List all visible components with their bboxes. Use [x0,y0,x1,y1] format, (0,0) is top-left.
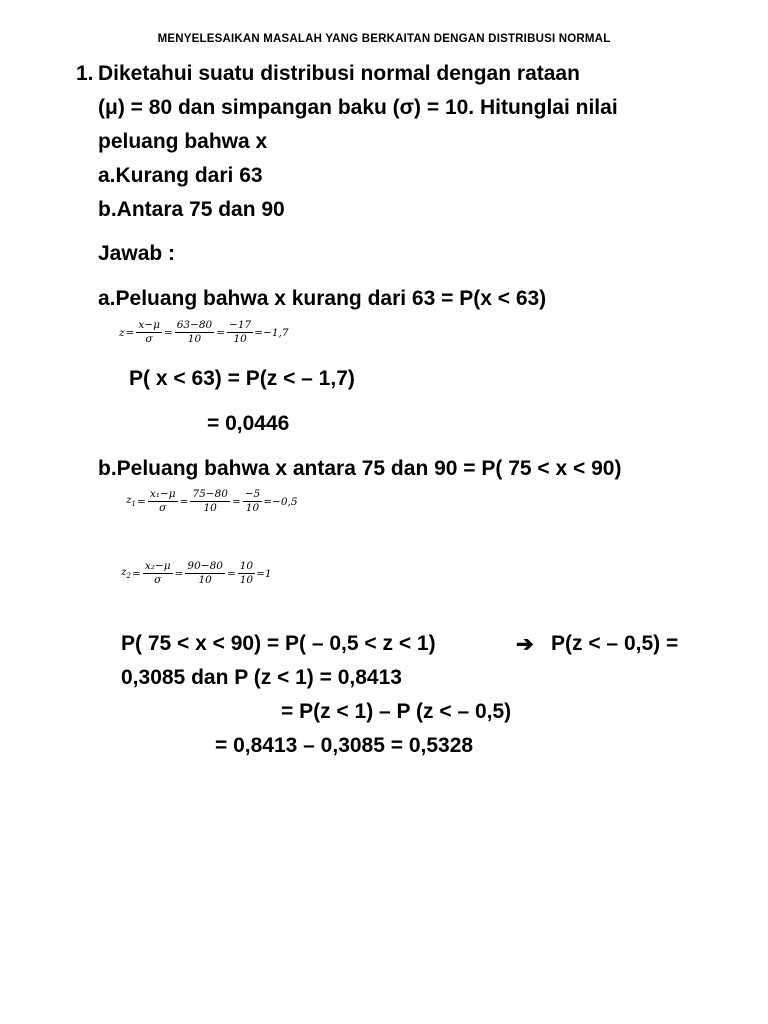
formula-result: =1 [256,567,272,580]
numerator: 10 [239,560,254,572]
part-b-line-4: = 0,8413 – 0,3085 = 0,5328 [215,734,474,757]
numerator: −17 [229,319,252,331]
fraction [148,488,178,515]
formula-eq: = [174,567,184,580]
part-b-line-1b: P(z < – 0,5) = [551,632,679,655]
denominator: σ [159,502,167,514]
formula-z2 [121,560,272,587]
part-a-line-1: P( x < 63) = P(z < – 1,7) [129,367,355,390]
denominator: 10 [239,574,254,586]
formula-eq: = [125,326,135,339]
problem-item-a: a.Kurang dari 63 [98,164,263,187]
formula-eq: = [216,326,226,339]
formula-result: =−0,5 [263,495,298,508]
fraction [143,560,173,587]
numerator: x−μ [138,319,160,331]
numerator: −5 [244,488,261,500]
formula-eq: = [231,495,241,508]
part-a-title: a.Peluang bahwa x kurang dari 63 = P(x < 63) [98,287,547,310]
denominator: 10 [203,502,217,514]
formula-eq: = [163,326,173,339]
formula-var-z: z [126,494,132,507]
numerator: 90−80 [187,560,223,572]
problem-item-b: b.Antara 75 dan 90 [98,198,285,221]
formula-var-z: z [121,566,127,579]
problem-number: 1. [76,62,94,85]
formula-eq: = [132,567,141,580]
numerator: 75−80 [192,488,228,500]
denominator: 10 [198,574,212,586]
fraction [227,319,253,346]
fraction [136,319,162,346]
denominator: σ [154,574,162,586]
numerator: x₁−μ [149,488,176,500]
formula-z [119,319,289,346]
document-header: MENYELESAIKAN MASALAH YANG BERKAITAN DENGAN DISTRIBUSI NORMAL [157,33,611,45]
answer-heading: Jawab : [98,242,176,265]
formula-result: =−1,7 [254,326,289,339]
fraction [238,560,255,587]
fraction [190,488,230,515]
fraction [175,319,215,346]
formula-var: z [119,326,125,339]
formula-var [126,494,136,508]
formula-eq: = [179,495,189,508]
numerator: x₂−μ [144,560,171,572]
formula-eq: = [137,495,146,508]
part-a-line-2: = 0,0446 [207,412,290,435]
problem-line-1: Diketahui suatu distribusi normal dengan rataan [98,62,580,85]
part-b-title: b.Peluang bahwa x antara 75 dan 90 = P( 75 < x < 90) [98,457,622,480]
fraction [185,560,225,587]
denominator: σ [145,333,153,345]
part-b-line-3: = P(z < 1) – P (z < – 0,5) [281,700,512,723]
problem-line-2: (μ) = 80 dan simpangan baku (σ) = 10. Hitunglai nilai [98,96,618,119]
formula-eq: = [226,567,236,580]
arrow-right-icon: ➔ [516,633,534,656]
formula-var [121,566,131,580]
denominator: 10 [233,333,247,345]
formula-subscript: 2 [126,572,132,581]
denominator: 10 [187,333,202,345]
formula-subscript: 1 [131,500,137,509]
part-b-line-2: 0,3085 dan P (z < 1) = 0,8413 [121,666,402,689]
formula-z1 [126,488,298,515]
denominator: 10 [245,502,260,514]
numerator: 63−80 [176,319,213,331]
part-b-line-1: P( 75 < x < 90) = P( – 0,5 < z < 1) [121,632,436,655]
problem-line-3: peluang bahwa x [98,130,268,153]
fraction [243,488,262,515]
